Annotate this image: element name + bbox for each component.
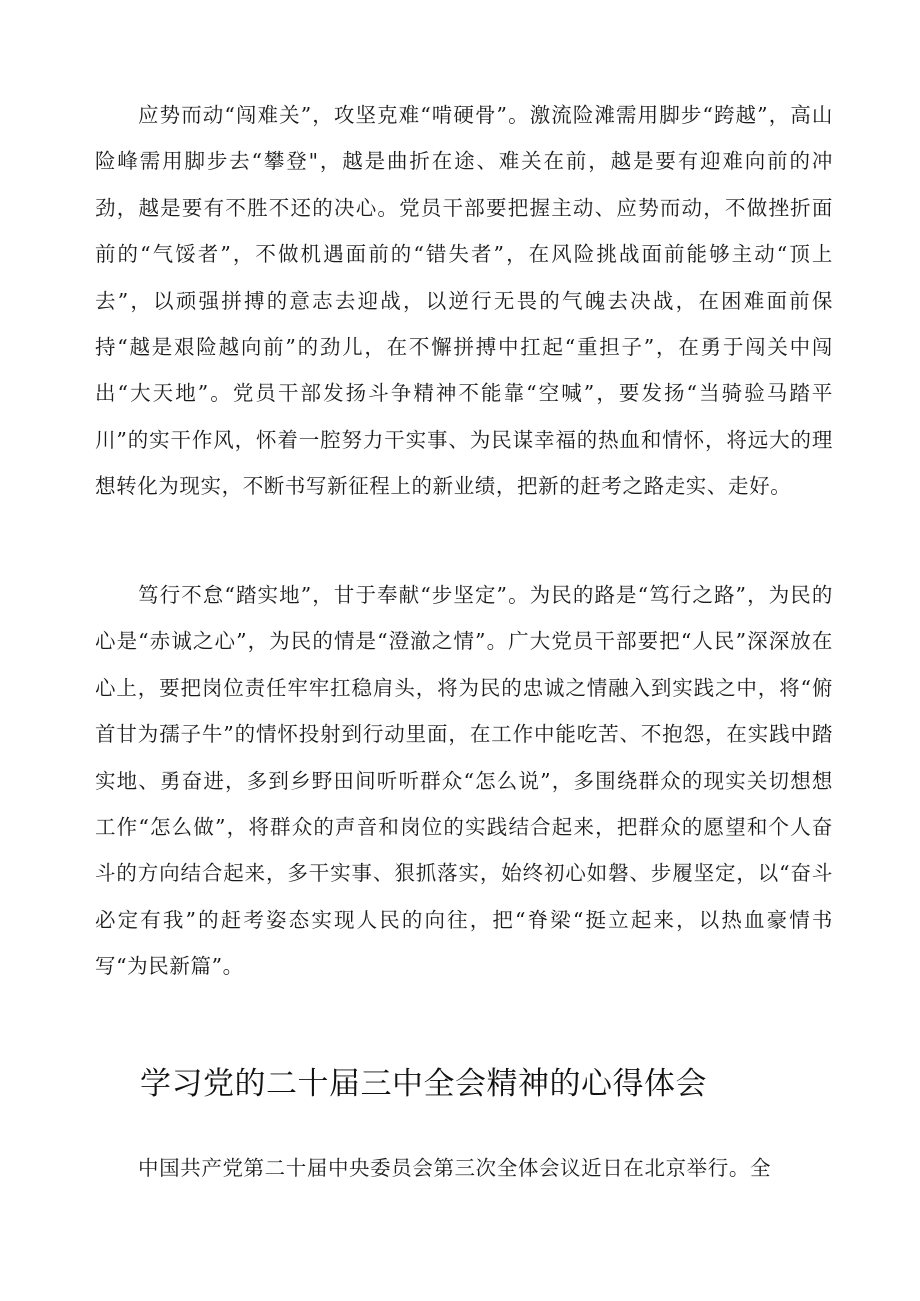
section-heading: 学习党的二十届三中全会精神的心得体会 — [140, 1066, 707, 1102]
paragraph-2: 笃行不怠“踏实地”，甘于奉献“步坚定”。为民的路是“笃行之路”，为民的心是“赤诚之心”，为民的情是“澄澈之情”。广大党员干部要把“人民”深深放在心上，要把岗位责任牢牢扛稳肩头，将为民的忠诚之情融入到实践之中，将“俯首甘为孺子牛”的情怀投射到行动里面，在工作中能吃苦、不抱怨，在实践中踏实地、勇奋进，多到乡野田间听听群众“怎么说”，多围绕群众的现实关切想想工作“怎么做”，将群众的声音和岗位的实践结合起来，把群众的愿望和个人奋斗的方向结合起来，多干实事、狠抓落实，始终初心如磐、步履坚定，以“奋斗必定有我”的赶考姿态实现人民的向往，把“脊梁“挺立起来，以热血豪情书写“为民新篇”。 — [95, 583, 833, 979]
intro-paragraph: 中国共产党第二十届中央委员会第三次全体会议近日在北京举行。全 — [138, 1156, 772, 1180]
paragraph-1: 应势而动“闯难关”，攻坚克难“啃硬骨”。激流险滩需用脚步“跨越”，高山险峰需用脚步去“攀登"，越是曲折在途、难关在前，越是要有迎难向前的冲劲，越是要有不胜不还的决心。党员干部要把握主动、应势而动，不做挫折面前的“气馁者”，不做机遇面前的“错失者”，在风险挑战面前能够主动“顶上去”，以顽强拼搏的意志去迎战，以逆行无畏的气魄去决战，在困难面前保持“越是艰险越向前”的劲儿，在不懈拼搏中扛起“重担子”，在勇于闯关中闯出“大天地”。党员干部发扬斗争精神不能靠“空喊”，要发扬“当骑验马踏平川”的实干作风，怀着一腔努力干实事、为民谋幸福的热血和情怀，将远大的理想转化为现实，不断书写新征程上的新业绩，把新的赶考之路走实、走好。 — [95, 103, 833, 499]
